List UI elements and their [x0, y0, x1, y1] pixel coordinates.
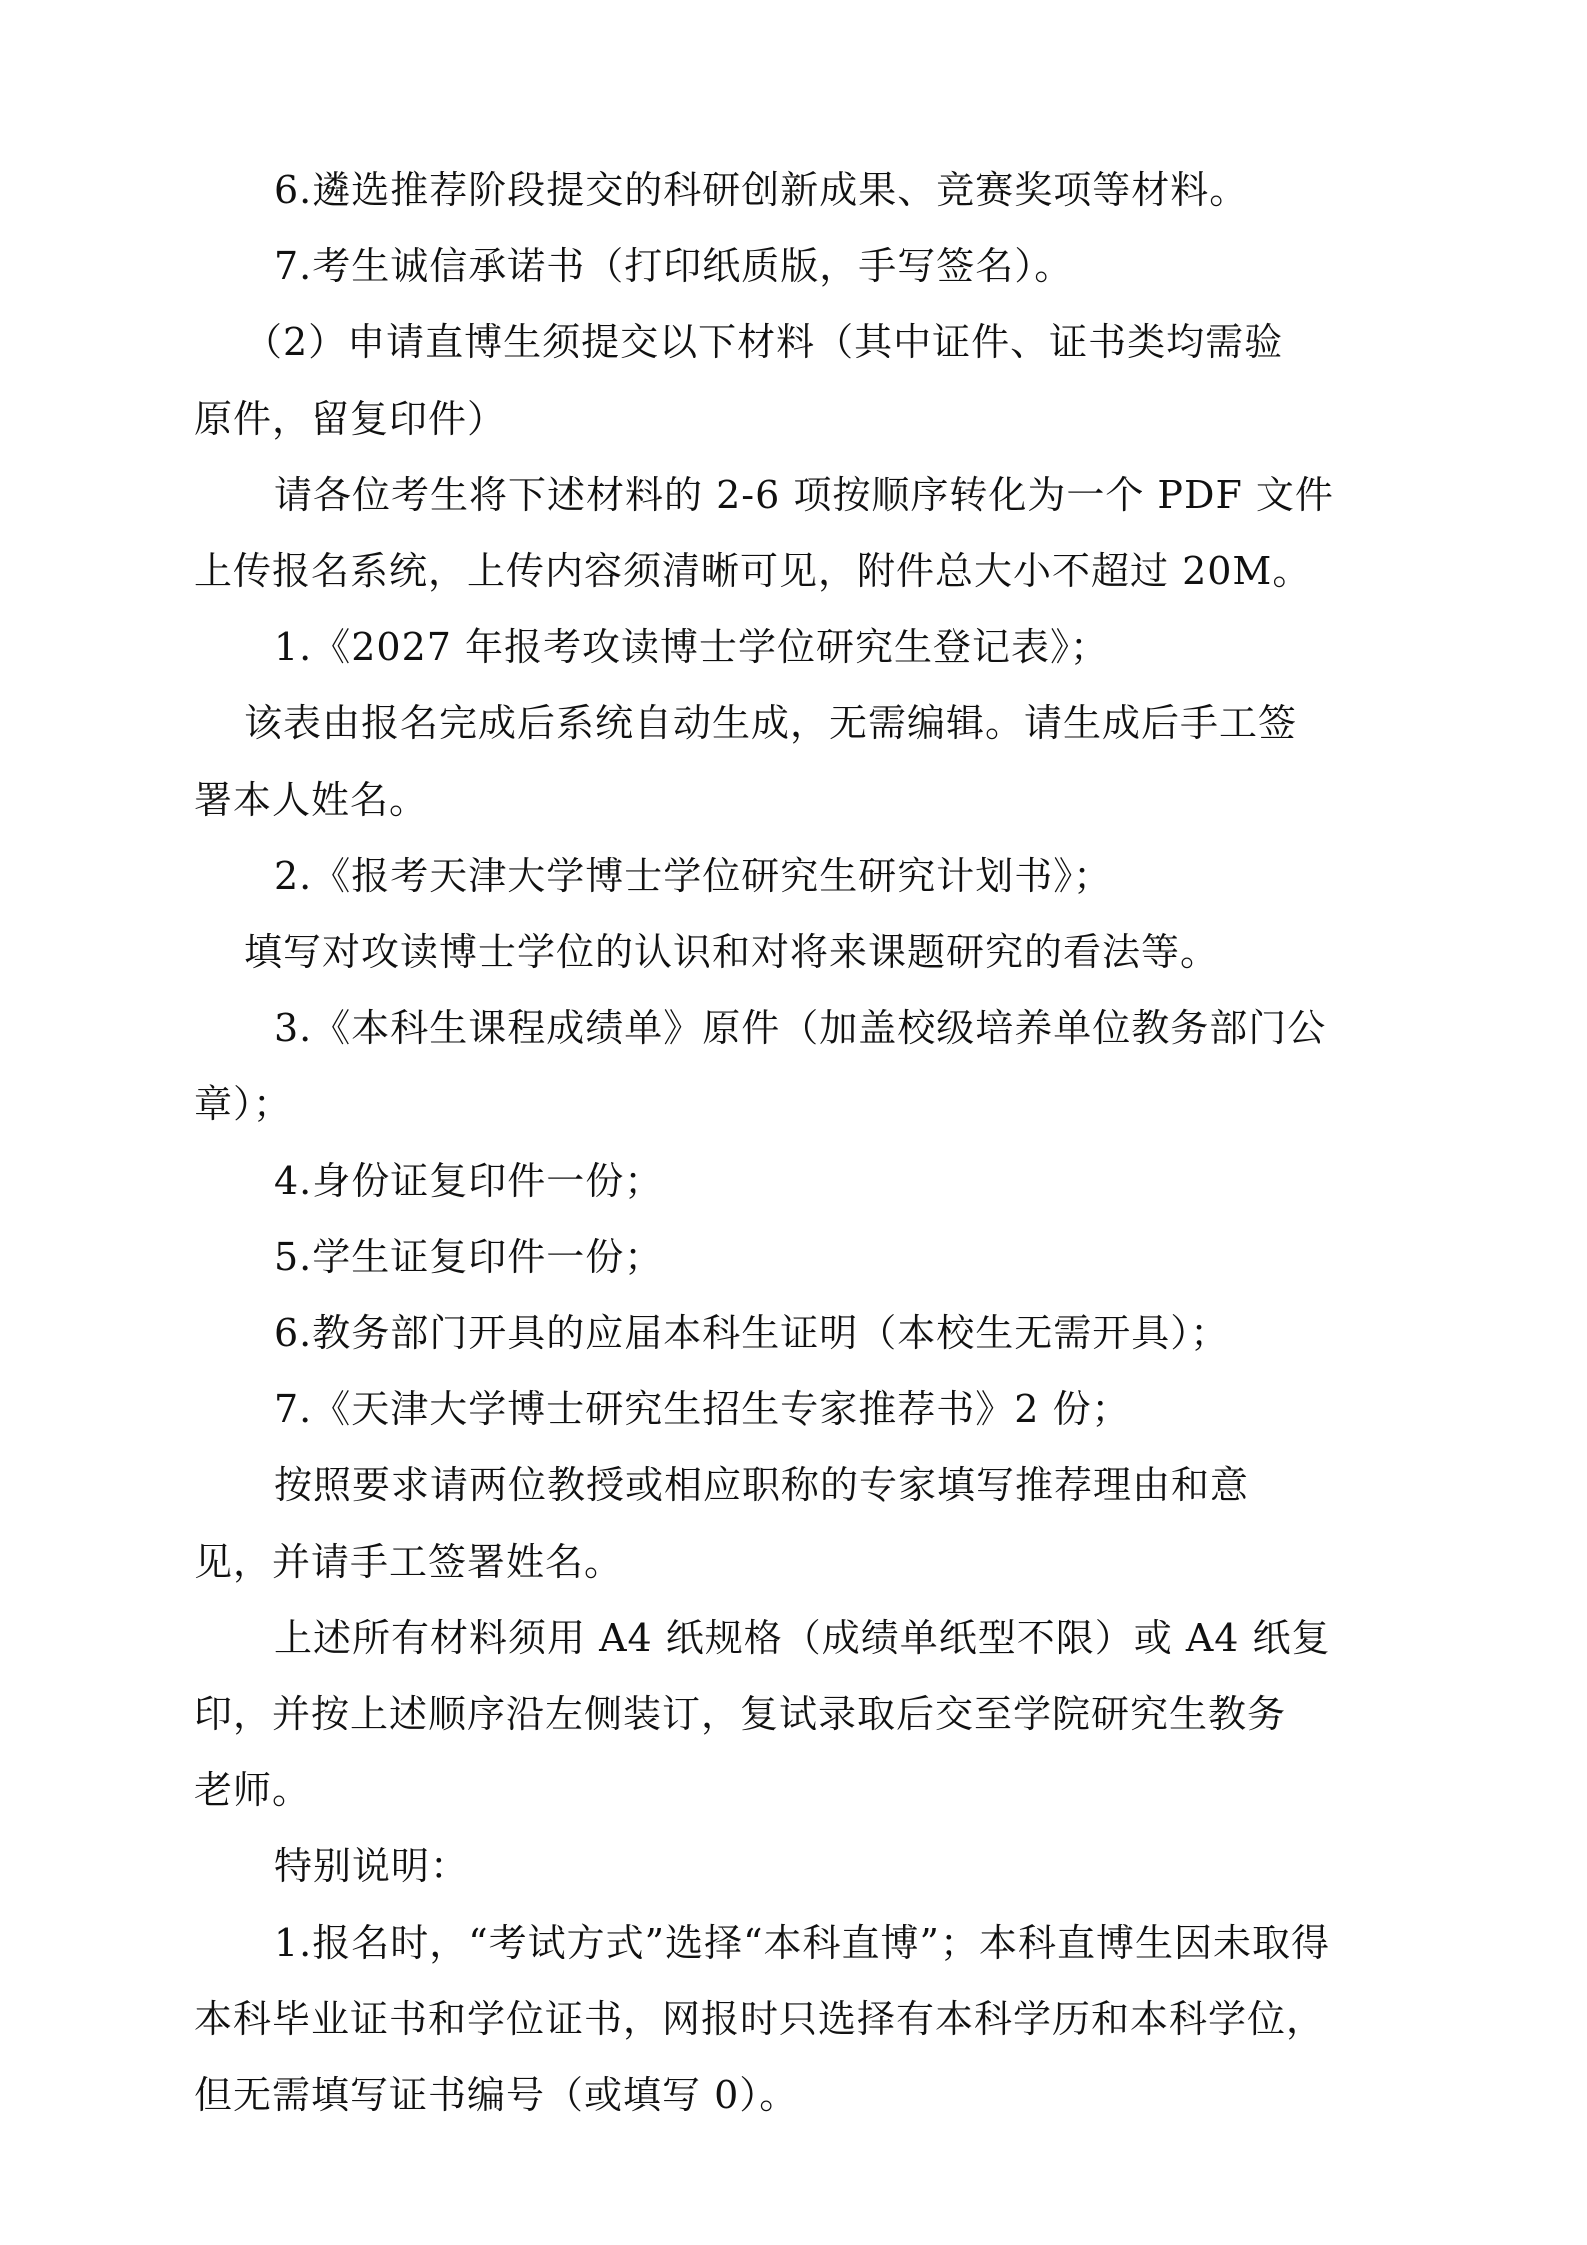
paragraph-5-line-1: 1.《2027 年报考攻读博士学位研究生登记表》；: [274, 625, 1110, 670]
paragraph-8-line-1: 填写对攻读博士学位的认识和对将来课题研究的看法等。: [244, 930, 1220, 975]
paragraph-9-line-2: 章）；: [194, 1082, 293, 1127]
paragraph-17-line-1: 1.报名时，“考试方式”选择“本科直博”；本科直博生因未取得: [274, 1920, 1330, 1965]
paragraph-9-line-1: 3.《本科生课程成绩单》原件（加盖校级培养单位教务部门公: [274, 1006, 1327, 1051]
paragraph-17-line-2: 本科毕业证书和学位证书，网报时只选择有本科学历和本科学位，: [194, 1996, 1326, 2041]
paragraph-14-line-1: 按照要求请两位教授或相应职称的专家填写推荐理由和意: [274, 1463, 1250, 1508]
paragraph-6-line-1: 该表由报名完成后系统自动生成，无需编辑。请生成后手工签: [244, 701, 1298, 746]
paragraph-15-line-3: 老师。: [194, 1768, 312, 1813]
paragraph-12-line-1: 6.教务部门开具的应届本科生证明（本校生无需开具）；: [274, 1311, 1230, 1356]
paragraph-7-line-1: 2.《报考天津大学博士学位研究生研究计划书》；: [274, 853, 1113, 898]
paragraph-4-line-1: 请各位考生将下述材料的 2-6 项按顺序转化为一个 PDF 文件: [274, 472, 1334, 517]
paragraph-11-line-1: 5.学生证复印件一份；: [274, 1234, 664, 1279]
paragraph-1-line-1: 6.遴选推荐阶段提交的科研创新成果、竞赛奖项等材料。: [274, 168, 1249, 212]
paragraph-15-line-2: 印，并按上述顺序沿左侧装订，复试录取后交至学院研究生教务: [194, 1692, 1287, 1737]
paragraph-3-line-1: （2）申请直博生须提交以下材料（其中证件、证书类均需验: [244, 320, 1284, 365]
paragraph-14-line-2: 见，并请手工签署姓名。: [194, 1539, 624, 1584]
paragraph-15-line-1: 上述所有材料须用 A4 纸规格（成绩单纸型不限）或 A4 纸复: [274, 1615, 1331, 1660]
document-body: [194, 152, 1404, 2133]
paragraph-3-line-2: 原件，留复印件）: [194, 396, 507, 441]
paragraph-2-line-1: 7.考生诚信承诺书（打印纸质版，手写签名）。: [274, 244, 1074, 289]
paragraph-16-line-1: 特别说明：: [274, 1844, 470, 1889]
paragraph-4-line-2: 上传报名系统，上传内容须清晰可见，附件总大小不超过 20M。: [194, 549, 1312, 594]
paragraph-13-line-1: 7.《天津大学博士研究生招生专家推荐书》2 份；: [274, 1387, 1131, 1432]
paragraph-10-line-1: 4.身份证复印件一份；: [274, 1158, 664, 1203]
paragraph-6-line-2: 署本人姓名。: [194, 777, 429, 822]
paragraph-17-line-3: 但无需填写证书编号（或填写 0）。: [194, 2073, 799, 2118]
